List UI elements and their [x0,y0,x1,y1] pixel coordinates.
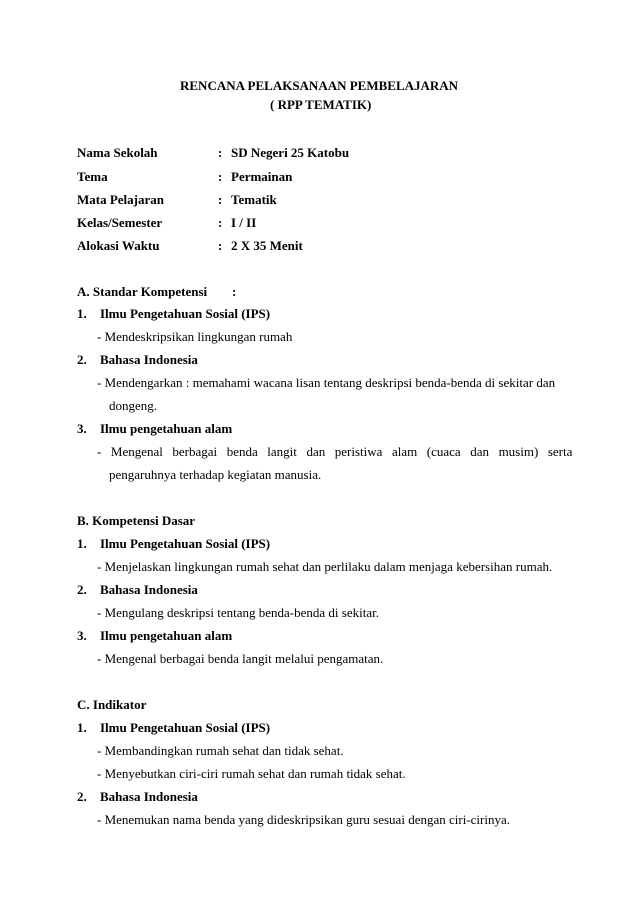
info-colon: : [218,145,223,160]
item-number: 3. [77,628,87,643]
info-label: Alokasi Waktu [77,238,160,253]
info-colon: : [218,238,223,253]
section-c-heading: C. Indikator [77,697,147,712]
item-title: Ilmu pengetahuan alam [100,628,233,643]
item-line-continued: pengaruhnya terhadap kegiatan manusia. [109,467,322,482]
section-heading-colon: : [232,284,237,299]
item-number: 2. [77,789,87,804]
item-line: - Menjelaskan lingkungan rumah sehat dan perlilaku dalam menjaga kebersihan rumah. [97,559,553,574]
item-title: Ilmu Pengetahuan Sosial (IPS) [100,536,271,551]
item-line: - Menemukan nama benda yang dideskripsikan guru sesuai dengan ciri-cirinya. [97,812,510,827]
item-title: Bahasa Indonesia [100,352,198,367]
item-title: Ilmu Pengetahuan Sosial (IPS) [100,306,271,321]
info-colon: : [218,215,223,230]
item-line: - Mendengarkan : memahami wacana lisan tentang deskripsi benda-benda di sekitar dan [97,375,556,390]
item-title: Bahasa Indonesia [100,789,198,804]
item-line: - Mengulang deskripsi tentang benda-benda di sekitar. [97,605,379,620]
info-colon: : [218,169,223,184]
item-number: 1. [77,720,87,735]
info-label: Nama Sekolah [77,145,158,160]
section-a-heading [77,284,237,300]
info-colon: : [218,192,223,207]
item-title: Bahasa Indonesia [100,582,198,597]
item-line: - Mengenal berbagai benda langit dan peristiwa alam (cuaca dan musim) serta [97,444,573,459]
item-title: Ilmu Pengetahuan Sosial (IPS) [100,720,271,735]
info-value: Tematik [231,192,277,207]
section-heading-text: A. Standar Kompetensi [77,284,208,299]
info-value: I / II [231,215,257,230]
info-value: Permainan [231,169,293,184]
info-value: 2 X 35 Menit [231,238,303,253]
item-number: 3. [77,421,87,436]
info-label: Tema [77,169,108,184]
info-label: Mata Pelajaran [77,192,165,207]
item-number: 1. [77,536,87,551]
document-subtitle: ( RPP TEMATIK) [270,97,372,112]
info-value: SD Negeri 25 Katobu [231,145,350,160]
info-label: Kelas/Semester [77,215,163,230]
item-line: - Mendeskripsikan lingkungan rumah [97,329,293,344]
item-line: - Membandingkan rumah sehat dan tidak sehat. [97,743,344,758]
item-number: 2. [77,352,87,367]
section-b-heading: B. Kompetensi Dasar [77,513,196,528]
item-title: Ilmu pengetahuan alam [100,421,233,436]
item-number: 1. [77,306,87,321]
item-number: 2. [77,582,87,597]
document-title: RENCANA PELAKSANAAN PEMBELAJARAN [180,78,459,93]
item-line: - Mengenal berbagai benda langit melalui pengamatan. [97,651,384,666]
item-line-continued: dongeng. [109,398,158,413]
item-line: - Menyebutkan ciri-ciri rumah sehat dan rumah tidak sehat. [97,766,406,781]
